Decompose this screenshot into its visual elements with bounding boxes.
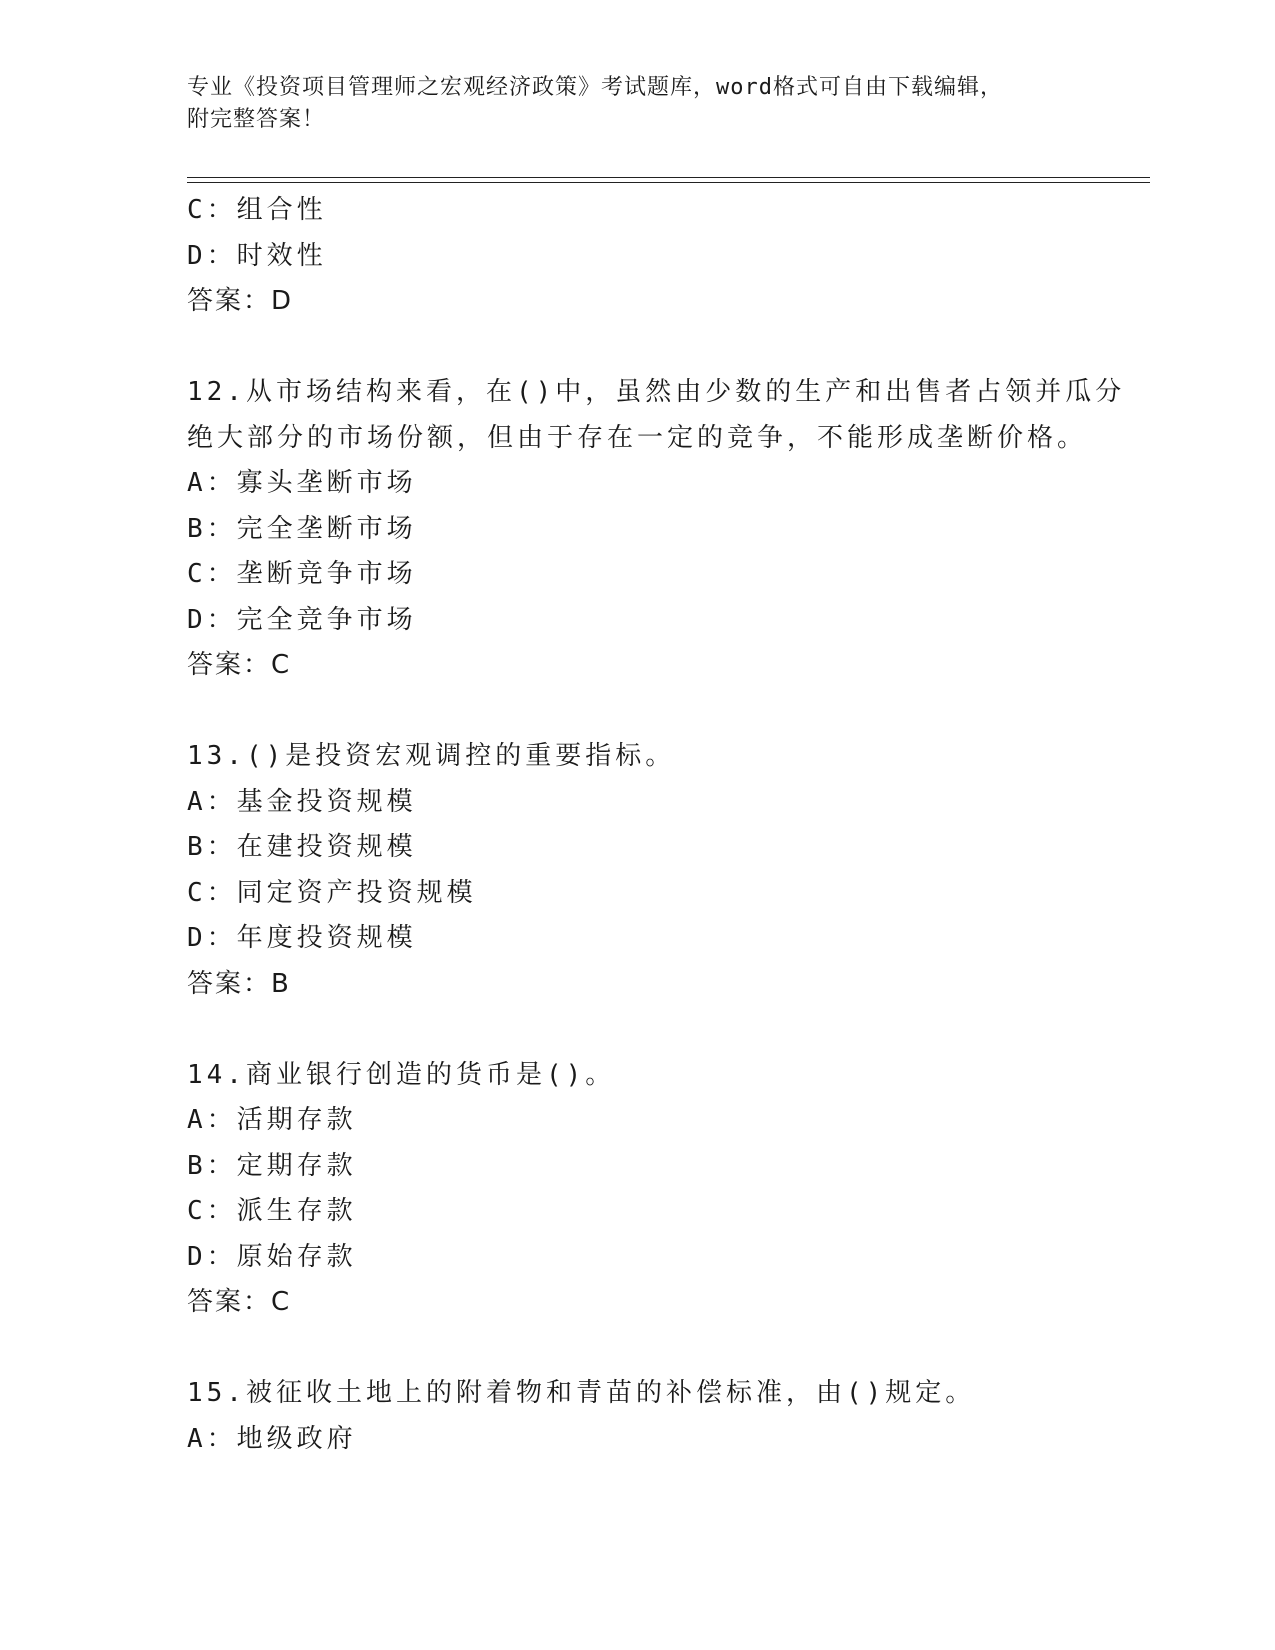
header-line-2: 附完整答案！ bbox=[187, 107, 326, 132]
spacer bbox=[187, 1007, 1087, 1053]
question-list bbox=[187, 188, 1126, 1462]
option-b: B：完全垄断市场 bbox=[187, 513, 417, 544]
option-c: C：同定资产投资规模 bbox=[187, 877, 477, 908]
option-b: B：在建投资规模 bbox=[187, 832, 417, 862]
spacer bbox=[187, 1326, 1087, 1372]
option-d: D：完全竞争市场 bbox=[187, 604, 417, 635]
option-a: A：活期存款 bbox=[187, 1105, 357, 1135]
question-text-line: 15.被征收土地上的附着物和青苗的补偿标准，由()规定。 bbox=[187, 1378, 976, 1408]
option-c: C：派生存款 bbox=[187, 1196, 357, 1226]
answer-line: 答案：B bbox=[187, 968, 291, 999]
option-c: C：垄断竞争市场 bbox=[187, 559, 417, 589]
question-15 bbox=[187, 1371, 1087, 1462]
header-line-1: 专业《投资项目管理师之宏观经济政策》考试题库，word格式可自由下载编辑， bbox=[187, 75, 1003, 100]
answer-line: 答案：C bbox=[187, 650, 292, 680]
option-d: D：时效性 bbox=[187, 240, 327, 271]
option-b: B：定期存款 bbox=[187, 1150, 357, 1181]
option-d: D：年度投资规模 bbox=[187, 923, 417, 953]
answer-line: 答案：C bbox=[187, 1287, 292, 1317]
option-c: C：组合性 bbox=[187, 195, 327, 225]
option-a: A：地级政府 bbox=[187, 1423, 357, 1454]
header-divider-bottom bbox=[187, 182, 1150, 183]
question-text-line: 14.商业银行创造的货币是()。 bbox=[187, 1059, 616, 1090]
question-text-line: 13.()是投资宏观调控的重要指标。 bbox=[187, 741, 676, 771]
question-text-line: 绝大部分的市场份额，但由于存在一定的竞争，不能形成垄断价格。 bbox=[187, 422, 1088, 453]
question-13 bbox=[187, 734, 1087, 1007]
answer-line: 答案：D bbox=[187, 286, 294, 316]
spacer bbox=[187, 689, 1087, 735]
spacer bbox=[187, 325, 1087, 371]
question-text-line: 12.从市场结构来看，在()中，虽然由少数的生产和出售者占领并瓜分 bbox=[187, 377, 1126, 407]
header-divider-top bbox=[187, 177, 1150, 178]
option-a: A：基金投资规模 bbox=[187, 786, 417, 817]
option-a: A：寡头垄断市场 bbox=[187, 468, 417, 498]
question-14 bbox=[187, 1053, 1087, 1326]
option-d: D：原始存款 bbox=[187, 1241, 357, 1272]
document-header bbox=[187, 72, 1087, 136]
question-12 bbox=[187, 370, 1126, 689]
